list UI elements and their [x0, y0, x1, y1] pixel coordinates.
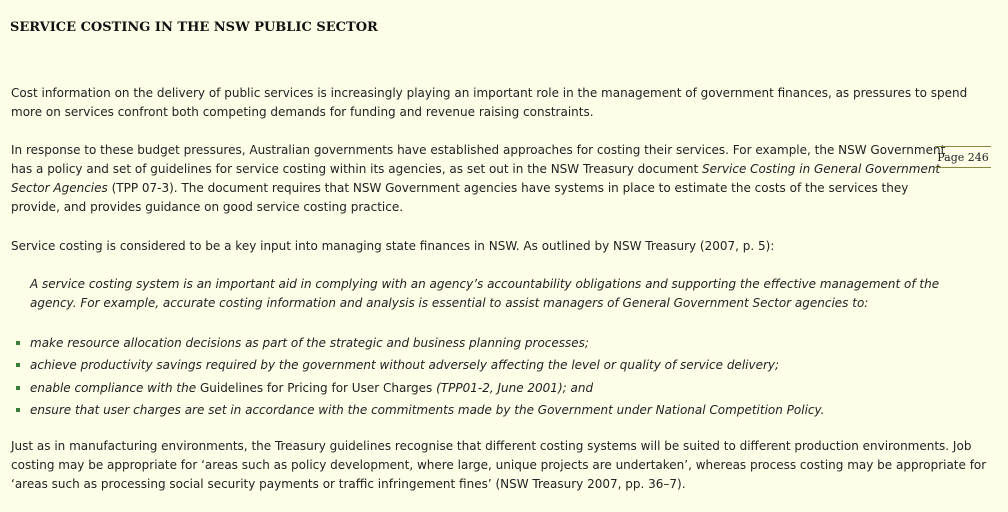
bullet-icon: [16, 408, 20, 412]
list-item-text: achieve productivity savings required by the government without adversely affecting the level or quality of service delivery;: [30, 358, 780, 373]
list-item: [0, 377, 1000, 399]
paragraph-intro: Cost information on the delivery of public services is increasingly playing an important role in the management of government finances, as pressures to spend more on services confront both competing demands for funding and revenue raising constraints.: [11, 86, 968, 119]
document-title-reference: Service Costing in General Government Sector Agencies: [11, 162, 941, 195]
page-number-marker: Page 246: [935, 146, 991, 168]
page-title: SERVICE COSTING IN THE NSW PUBLIC SECTOR: [10, 20, 378, 35]
block-quote: A service costing system is an important aid in complying with an agency’s accountability obligations and supporting the effective management of the agency. For example, accurate costing information and analysis is essential to assist managers of General Government Sector agencies to:: [30, 277, 940, 310]
list-item: [0, 354, 1000, 376]
bullet-icon: [16, 386, 20, 390]
bullet-icon: [16, 341, 20, 345]
bullet-list: [0, 332, 1000, 421]
paragraph-costing-systems: Just as in manufacturing environments, the Treasury guidelines recognise that different costing systems will be suited to different production environments. Job costing may be appropriate for ‘areas such as policy development, where large, unique projects are undertaken’, whereas process costing may be appropriate for ‘areas such as processing social security payments or traffic infringement fines’ (NSW Treasury 2007, pp. 36–7).: [11, 439, 987, 491]
list-item-text: make resource allocation decisions as part of the strategic and business planning processes;: [30, 336, 589, 350]
list-item: [0, 332, 1000, 354]
paragraph-text: (TPP 07-3). The document requires that NSW Government agencies have systems in place to estimate the costs of the services they provide, and provides guidance on good service costing practice.: [11, 181, 909, 214]
paragraph-text: In response to these budget pressures, Australian governments have established approaches for costing their services. For example, the NSW Government has a policy and set of guidelines for service costing within its agencies, as set out in the NSW Treasury document: [11, 143, 946, 176]
paragraph-budget-pressures: [11, 141, 946, 217]
bullet-icon: [16, 363, 20, 367]
paragraph-key-input: Service costing is considered to be a key input into managing state finances in NSW. As outlined by NSW Treasury (2007, p. 5):: [11, 239, 775, 253]
list-item: [0, 399, 1000, 421]
list-item-text: (TPP01-2, June 2001); and: [432, 380, 594, 395]
document-title-reference: Guidelines for Pricing for User Charges: [199, 380, 433, 395]
list-item-text: enable compliance with the: [30, 380, 200, 395]
list-item-text: ensure that user charges are set in accordance with the commitments made by the Government under National Competition Policy.: [30, 402, 825, 417]
